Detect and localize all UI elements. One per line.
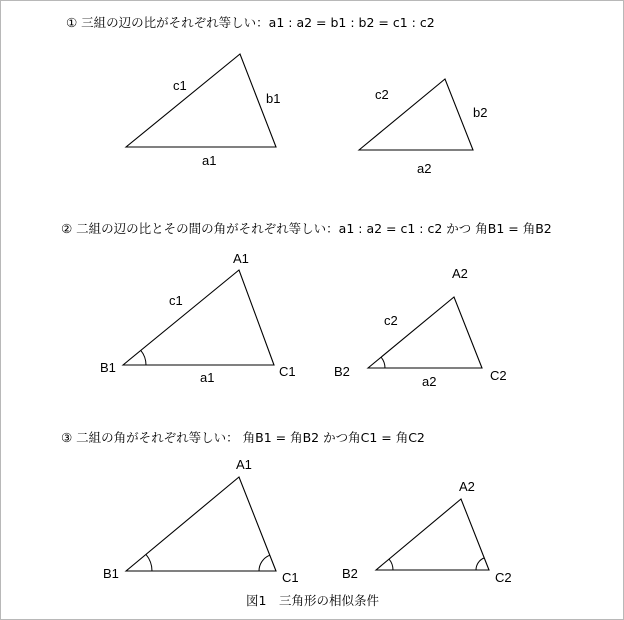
triangle-2-right	[334, 266, 507, 389]
vertex-b-label: B2	[342, 566, 358, 581]
vertex-c-label: C1	[282, 570, 299, 585]
side-b-label: b2	[473, 105, 488, 120]
triangle-shape	[126, 54, 276, 147]
vertex-a-label: A1	[236, 457, 252, 472]
side-c-label: c2	[375, 87, 389, 102]
angle-b-arc	[381, 357, 385, 368]
condition-2-text: ② 二組の辺の比とその間の角がそれぞれ等しい：a1 : a2 = c1 : c2 かつ 角B1 = 角B2	[61, 221, 552, 236]
triangle-2-left	[100, 251, 296, 385]
figure-1	[126, 54, 487, 176]
side-a-label: a1	[200, 370, 215, 385]
angle-b-arc	[146, 554, 152, 571]
figure-3	[103, 457, 512, 585]
side-a-label: a2	[422, 374, 437, 389]
vertex-b-label: B1	[100, 360, 116, 375]
vertex-c-label: C1	[279, 364, 296, 379]
triangle-1-left	[126, 54, 280, 168]
vertex-c-label: C2	[495, 570, 512, 585]
figure-2	[100, 251, 507, 389]
triangle-shape	[376, 499, 489, 570]
vertex-a-label: A1	[233, 251, 249, 266]
condition-3-text: ③ 二組の角がそれぞれ等しい： 角B1 = 角B2 かつ角C1 = 角C2	[61, 430, 425, 445]
triangle-3-right	[342, 479, 512, 585]
vertex-a-label: A2	[459, 479, 475, 494]
angle-c-arc	[259, 555, 270, 571]
side-c-label: c2	[384, 313, 398, 328]
condition-1-text: ① 三組の辺の比がそれぞれ等しい：a1 : a2 = b1 : b2 = c1 : c2	[66, 15, 435, 30]
triangle-shape	[368, 297, 482, 368]
vertex-a-label: A2	[452, 266, 468, 281]
triangle-1-right	[359, 79, 487, 176]
vertex-b-label: B2	[334, 364, 350, 379]
similarity-diagram	[1, 1, 623, 619]
side-a-label: a1	[202, 153, 217, 168]
side-b-label: b1	[266, 91, 281, 106]
triangle-shape	[126, 477, 276, 571]
triangle-shape	[123, 270, 274, 365]
side-a-label: a2	[417, 161, 432, 176]
figure-caption: 図1 三角形の相似条件	[246, 593, 379, 608]
triangle-3-left	[103, 457, 299, 585]
side-c-label: c1	[173, 78, 187, 93]
vertex-b-label: B1	[103, 566, 119, 581]
vertex-c-label: C2	[490, 368, 507, 383]
side-c-label: c1	[169, 293, 183, 308]
angle-c-arc	[476, 558, 484, 570]
angle-b-arc	[141, 350, 146, 365]
angle-b-arc	[389, 559, 393, 570]
